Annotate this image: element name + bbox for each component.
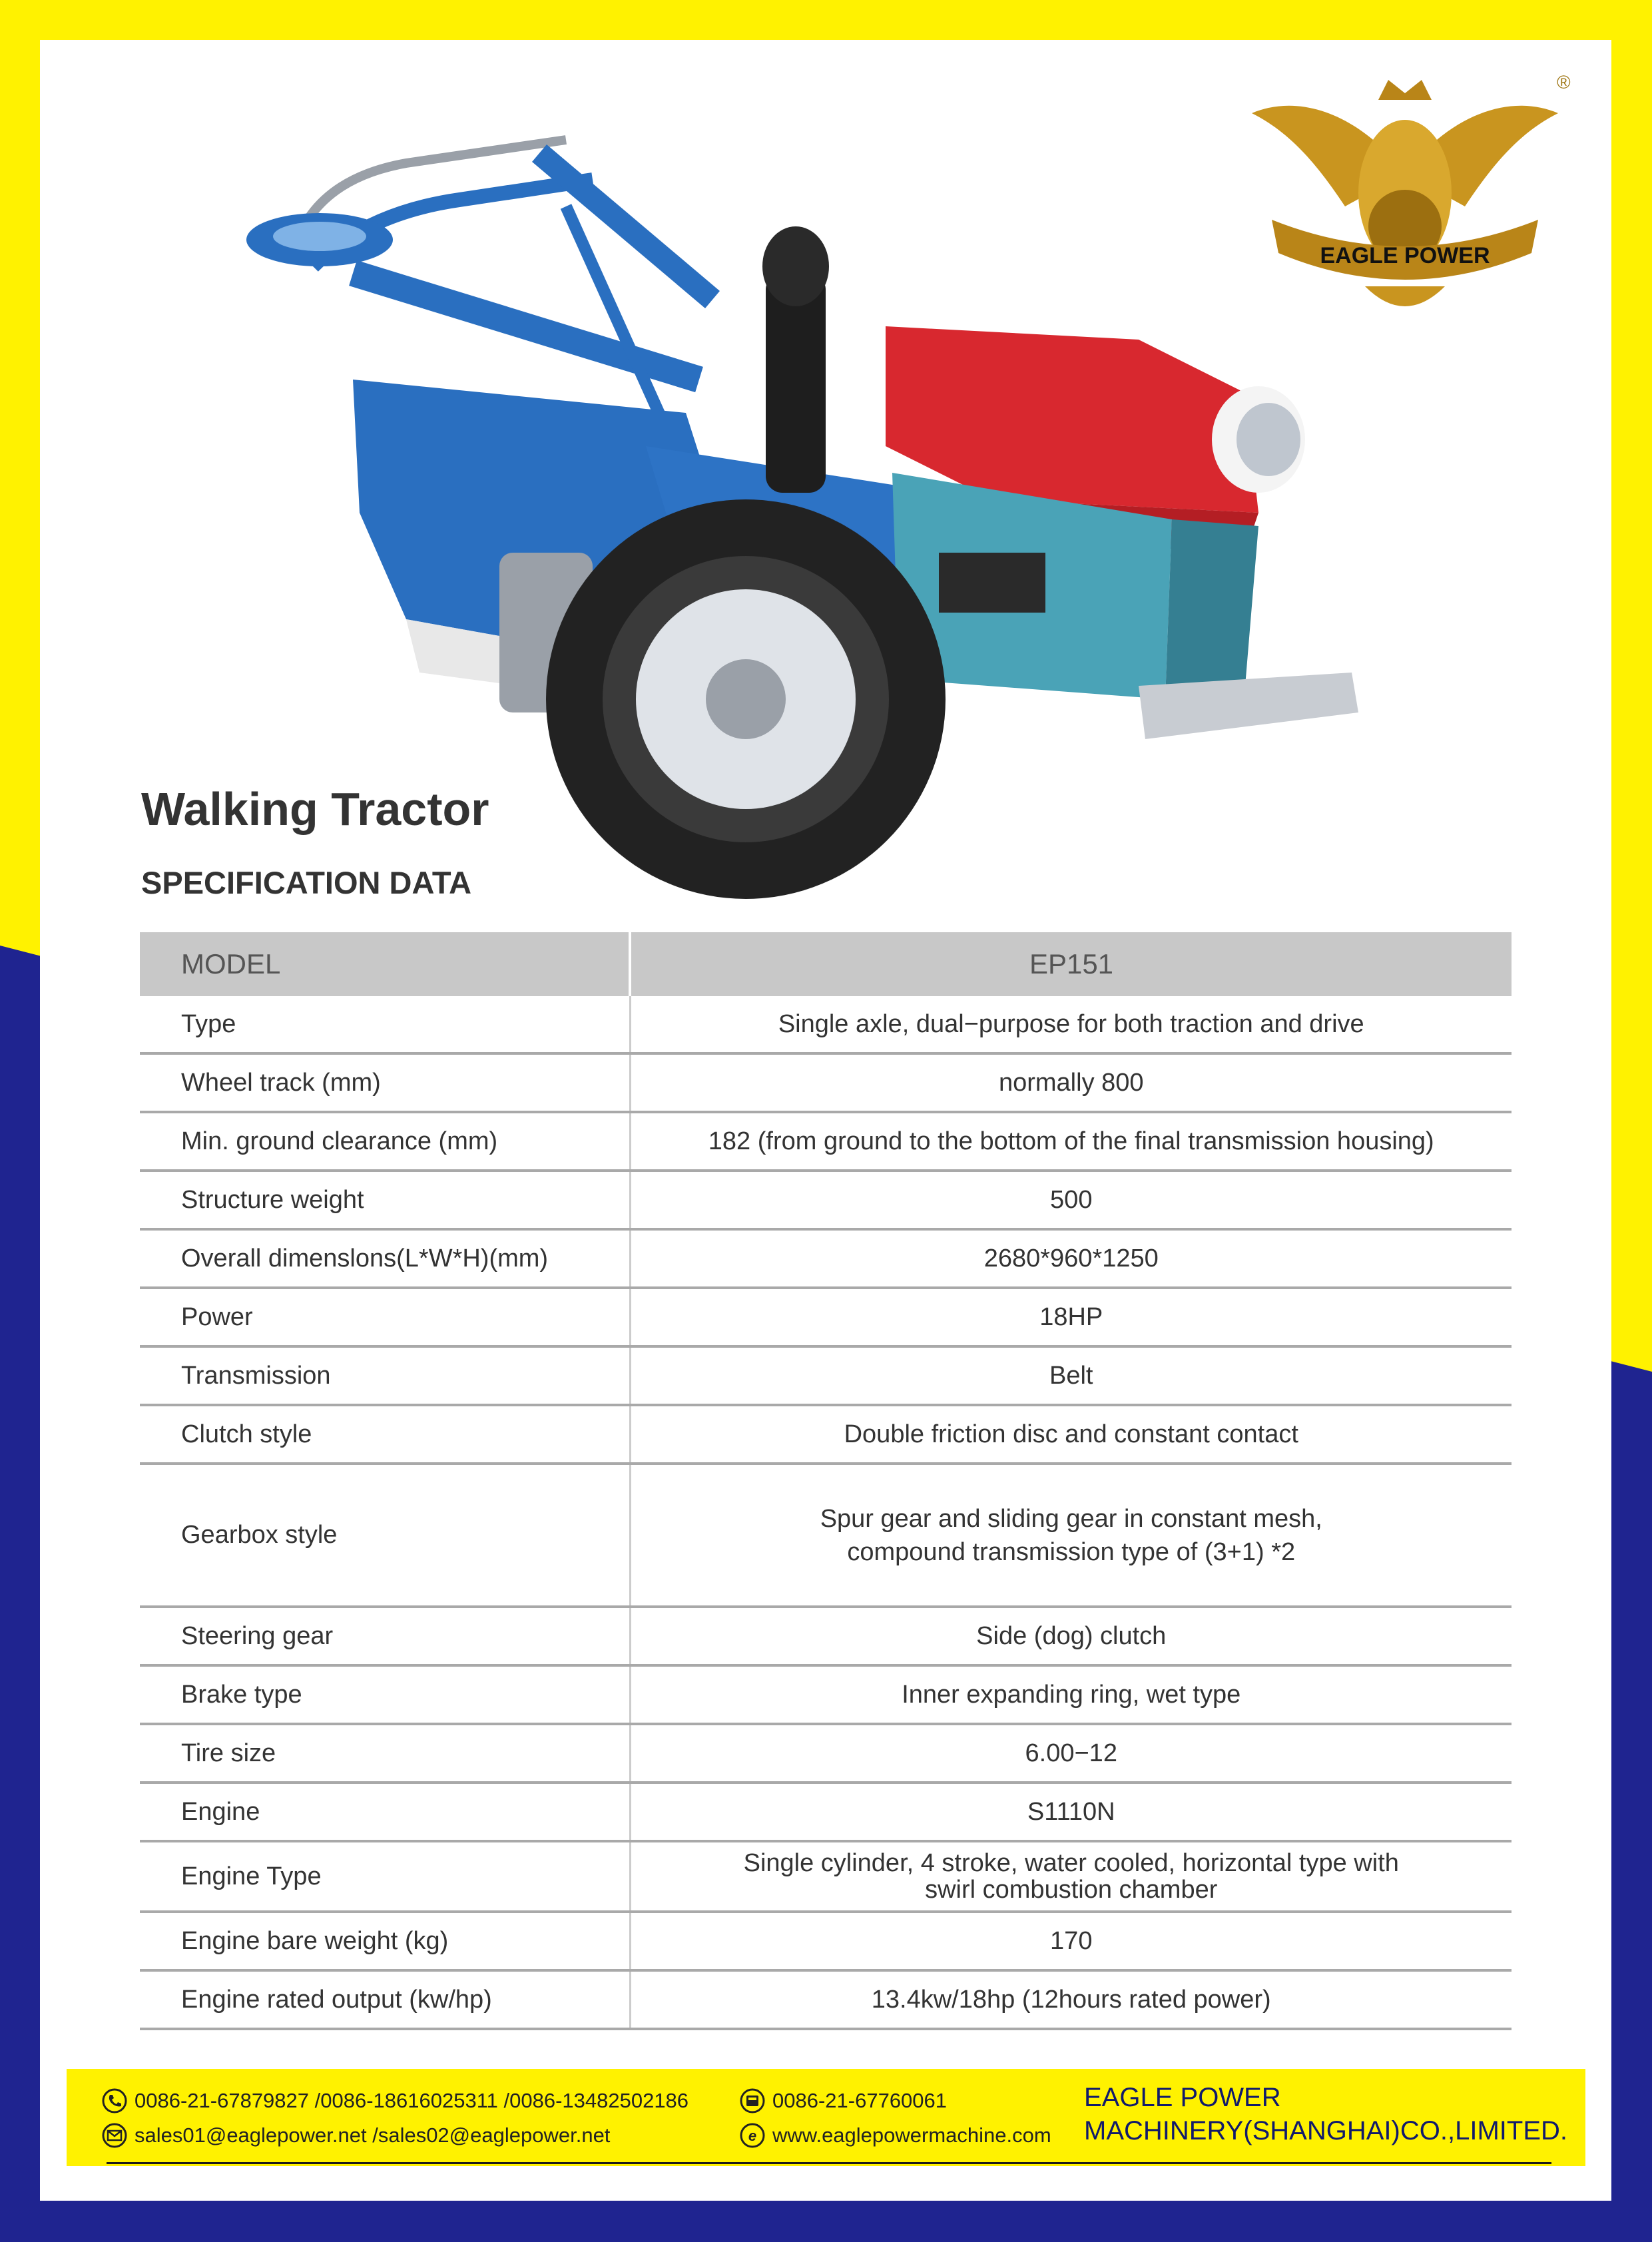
footer-divider (107, 2162, 1551, 2164)
spec-header-label: MODEL (140, 932, 630, 996)
spec-value: 13.4kw/18hp (12hours rated power) (630, 1970, 1512, 2029)
web-icon (739, 2122, 766, 2149)
phone-icon (101, 2088, 128, 2114)
spec-value: Inner expanding ring, wet type (630, 1665, 1512, 1724)
spec-row (140, 1229, 1512, 1288)
web-contact (739, 2122, 1051, 2149)
spec-value: 6.00−12 (630, 1724, 1512, 1783)
spec-row (140, 1346, 1512, 1405)
spec-label: Type (140, 996, 630, 1053)
spec-label: Min. ground clearance (mm) (140, 1112, 630, 1171)
spec-row (140, 1405, 1512, 1464)
specification-table (140, 932, 1512, 2030)
spec-value: Single axle, dual−purpose for both traction and drive (630, 996, 1512, 1053)
spec-value: 500 (630, 1171, 1512, 1229)
spec-label: Clutch style (140, 1405, 630, 1464)
spec-label: Brake type (140, 1665, 630, 1724)
spec-row (140, 1607, 1512, 1665)
spec-value: Belt (630, 1346, 1512, 1405)
page-title: Walking Tractor (141, 783, 489, 835)
email-addresses: sales01@eaglepower.net /sales02@eaglepower.net (135, 2123, 611, 2147)
spec-value: 2680*960*1250 (630, 1229, 1512, 1288)
spec-header-row (140, 932, 1512, 996)
website-url: www.eaglepowermachine.com (772, 2123, 1051, 2147)
fax-icon (739, 2088, 766, 2114)
spec-row (140, 1288, 1512, 1346)
spec-value (630, 1464, 1512, 1607)
spec-value: normally 800 (630, 1053, 1512, 1112)
contact-footer (67, 2069, 1585, 2166)
mail-icon (101, 2122, 128, 2149)
spec-label: Gearbox style (140, 1464, 630, 1607)
svg-text:e: e (748, 2127, 757, 2144)
logo-text: EAGLE POWER (1320, 243, 1490, 268)
company-name-line: EAGLE POWER (1084, 2083, 1281, 2112)
phone-contact (101, 2088, 688, 2114)
registered-mark: ® (1557, 72, 1571, 93)
spec-label: Engine rated output (kw/hp) (140, 1970, 630, 2029)
spec-value: 170 (630, 1912, 1512, 1970)
spec-row (140, 1171, 1512, 1229)
spec-value-line: swirl combustion chamber (925, 1876, 1218, 1904)
spec-label: Power (140, 1288, 630, 1346)
company-name (1084, 2081, 1567, 2147)
spec-value: 182 (from ground to the bottom of the final transmission housing) (630, 1112, 1512, 1171)
spec-label: Engine bare weight (kg) (140, 1912, 630, 1970)
spec-label: Structure weight (140, 1171, 630, 1229)
spec-row (140, 1053, 1512, 1112)
spec-label: Transmission (140, 1346, 630, 1405)
spec-row (140, 1112, 1512, 1171)
fax-contact (739, 2088, 947, 2114)
spec-value-line: compound transmission type of (3+1) *2 (847, 1538, 1296, 1566)
spec-row (140, 1841, 1512, 1912)
spec-value: Double friction disc and constant contact (630, 1405, 1512, 1464)
spec-row (140, 1464, 1512, 1607)
spec-value-line: Single cylinder, 4 stroke, water cooled, horizontal type with (743, 1849, 1399, 1877)
spec-row (140, 1970, 1512, 2029)
spec-row (140, 996, 1512, 1053)
spec-label: Engine (140, 1783, 630, 1841)
email-contact (101, 2122, 610, 2149)
spec-header-value: EP151 (630, 932, 1512, 996)
spec-row (140, 1912, 1512, 1970)
spec-label: Engine Type (140, 1841, 630, 1912)
spec-value-line: Spur gear and sliding gear in constant mesh, (820, 1504, 1322, 1533)
fax-number: 0086-21-67760061 (772, 2089, 948, 2112)
spec-value: Side (dog) clutch (630, 1607, 1512, 1665)
spec-value: 18HP (630, 1288, 1512, 1346)
spec-value: S1110N (630, 1783, 1512, 1841)
spec-label: Wheel track (mm) (140, 1053, 630, 1112)
eagle-power-logo (1245, 73, 1565, 326)
spec-label: Tire size (140, 1724, 630, 1783)
company-name-line: MACHINERY(SHANGHAI)CO.,LIMITED. (1084, 2116, 1567, 2145)
spec-value (630, 1841, 1512, 1912)
spec-row (140, 1665, 1512, 1724)
spec-row (140, 1724, 1512, 1783)
spec-label: Steering gear (140, 1607, 630, 1665)
phone-numbers: 0086-21-67879827 /0086-18616025311 /0086-13482502186 (135, 2089, 689, 2112)
page-subtitle: SPECIFICATION DATA (141, 865, 472, 900)
spec-label: Overall dimenslons(L*W*H)(mm) (140, 1229, 630, 1288)
spec-row (140, 1783, 1512, 1841)
